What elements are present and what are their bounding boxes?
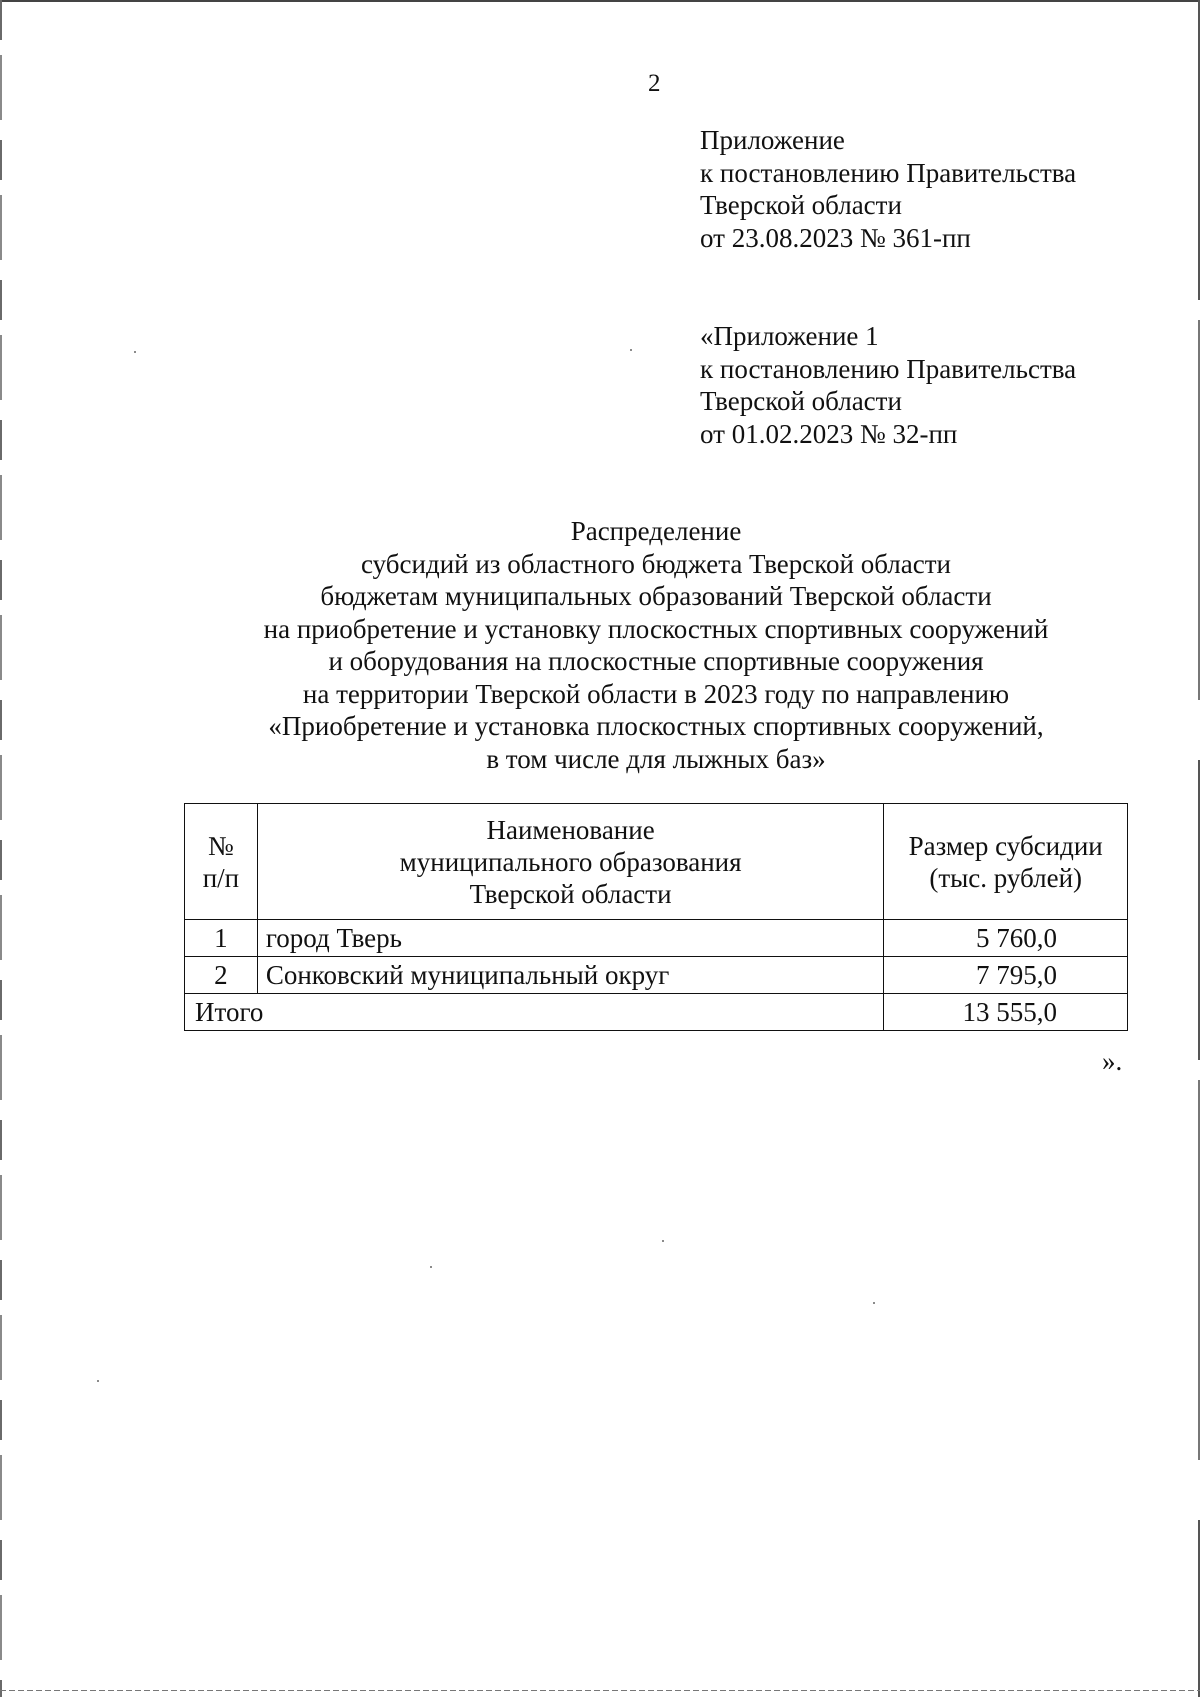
approval-line: от 01.02.2023 № 32-пп (700, 418, 958, 449)
page-number: 2 (648, 70, 661, 97)
scan-speck (430, 1266, 432, 1268)
row-number: 2 (185, 957, 258, 994)
total-label: Итого (185, 994, 884, 1031)
document-heading (200, 515, 1112, 775)
subsidy-table (184, 803, 1128, 1031)
heading-line: субсидий из областного бюджета Тверской области (361, 548, 951, 579)
heading-line: бюджетам муниципальных образований Тверской области (320, 581, 992, 611)
heading-line: и оборудования на плоскостные спортивные сооружения (328, 646, 984, 676)
approval-line: к постановлению Правительства (700, 353, 1077, 384)
table-row (185, 957, 1128, 994)
heading-line: в том числе для лыжных баз» (486, 743, 826, 774)
scan-speck (662, 1240, 664, 1242)
table-header-row (185, 804, 1128, 920)
row-amount: 5 760,0 (884, 920, 1128, 957)
scan-speck (873, 1302, 875, 1304)
scan-speck (630, 349, 632, 351)
total-amount: 13 555,0 (884, 994, 1128, 1031)
row-name: Сонковский муниципальный округ (257, 957, 884, 994)
table-total-row (185, 994, 1128, 1031)
approval-line: Тверской области (700, 386, 902, 416)
row-amount: 7 795,0 (884, 957, 1128, 994)
scan-speck (97, 1380, 99, 1382)
scan-edge-bottom (0, 1690, 1200, 1691)
approval-line: Приложение (700, 125, 845, 155)
heading-line: Распределение (570, 516, 742, 546)
closing-quote: ». (1102, 1046, 1123, 1076)
approval-line: Тверской области (700, 190, 902, 220)
table-row (185, 920, 1128, 957)
row-name: город Тверь (257, 920, 884, 957)
header-number: № п/п (185, 804, 258, 920)
approval-block-current (700, 124, 1076, 254)
heading-line: на территории Тверской области в 2023 году по направлению (302, 678, 1010, 709)
row-number: 1 (185, 920, 258, 957)
scan-speck (134, 351, 136, 353)
approval-line: от 23.08.2023 № 361-пп (700, 222, 971, 253)
heading-line: «Приобретение и установка плоскостных спортивных сооружений, (268, 711, 1044, 741)
approval-block-original (700, 320, 1076, 450)
approval-line: «Приложение 1 (700, 321, 879, 351)
header-name: Наименование муниципального образования Тверской области (257, 804, 884, 920)
scan-edge-top (0, 0, 1200, 2)
approval-line: к постановлению Правительства (700, 157, 1077, 188)
scan-edge-left (0, 0, 2, 1697)
heading-line: на приобретение и установку плоскостных спортивных сооружений (263, 613, 1049, 644)
header-amount: Размер субсидии (тыс. рублей) (884, 804, 1128, 920)
